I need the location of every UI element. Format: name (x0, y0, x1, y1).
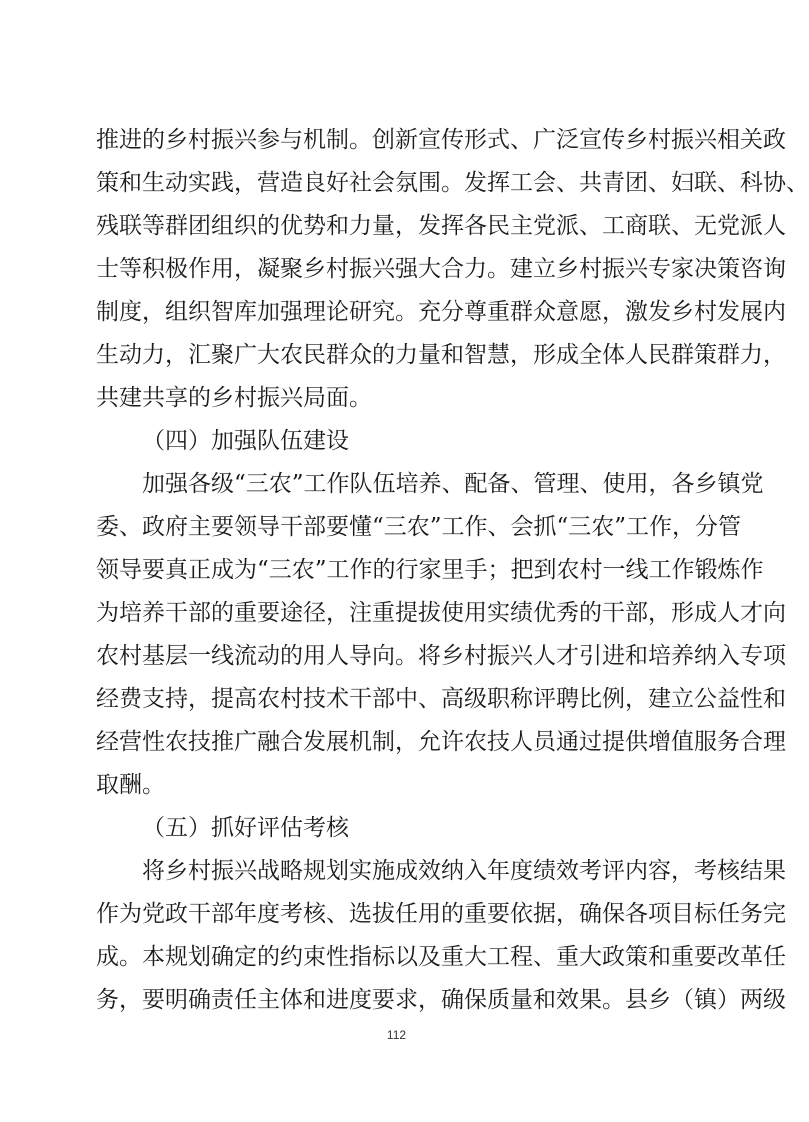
body-text-line: 经费支持，提高农村技术干部中、高级职称评聘比例，建立公益性和 (96, 686, 786, 712)
page-number: 112 (386, 1028, 407, 1042)
body-text-line: 制度，组织智库加强理论研究。充分尊重群众意愿，激发乡村发展内 (96, 299, 786, 325)
body-text-line: 取酬。 (96, 772, 165, 798)
body-text-line: 领导要真正成为“三农”工作的行家里手；把到农村一线工作锻炼作 (96, 557, 764, 583)
body-text-line: 士等积极作用，凝聚乡村振兴强大合力。建立乡村振兴专家决策咨询 (96, 256, 786, 282)
body-text-line: 为培养干部的重要途径，注重提拔使用实绩优秀的干部，形成人才向 (96, 600, 786, 626)
section-heading: （四）加强队伍建设 (142, 428, 349, 454)
body-text-line: 策和生动实践，营造良好社会氛围。发挥工会、共青团、妇联、科协、 (96, 170, 809, 196)
body-text-line: 委、政府主要领导干部要懂“三农”工作、会抓“三农”工作，分管 (96, 514, 742, 540)
body-text-line: 务，要明确责任主体和进度要求，确保质量和效果。县乡（镇）两级 (96, 987, 786, 1013)
body-text-line: 农村基层一线流动的用人导向。将乡村振兴人才引进和培养纳入专项 (96, 643, 786, 669)
body-text-line: 加强各级“三农”工作队伍培养、配备、管理、使用，各乡镇党 (96, 471, 764, 497)
body-text-line: 将乡村振兴战略规划实施成效纳入年度绩效考评内容，考核结果 (96, 858, 786, 884)
body-text-line: 经营性农技推广融合发展机制，允许农技人员通过提供增值服务合理 (96, 729, 786, 755)
body-text-line: 生动力，汇聚广大农民群众的力量和智慧，形成全体人民群策群力， (96, 342, 786, 368)
body-text-line: 共建共享的乡村振兴局面。 (96, 385, 372, 411)
section-heading: （五）抓好评估考核 (142, 815, 349, 841)
body-text-line: 成。本规划确定的约束性指标以及重大工程、重大政策和重要改革任 (96, 944, 786, 970)
body-text-line: 残联等群团组织的优势和力量，发挥各民主党派、工商联、无党派人 (96, 213, 786, 239)
body-text-line: 作为党政干部年度考核、选拔任用的重要依据，确保各项目标任务完 (96, 901, 786, 927)
body-text-line: 推进的乡村振兴参与机制。创新宣传形式、广泛宣传乡村振兴相关政 (96, 127, 786, 153)
